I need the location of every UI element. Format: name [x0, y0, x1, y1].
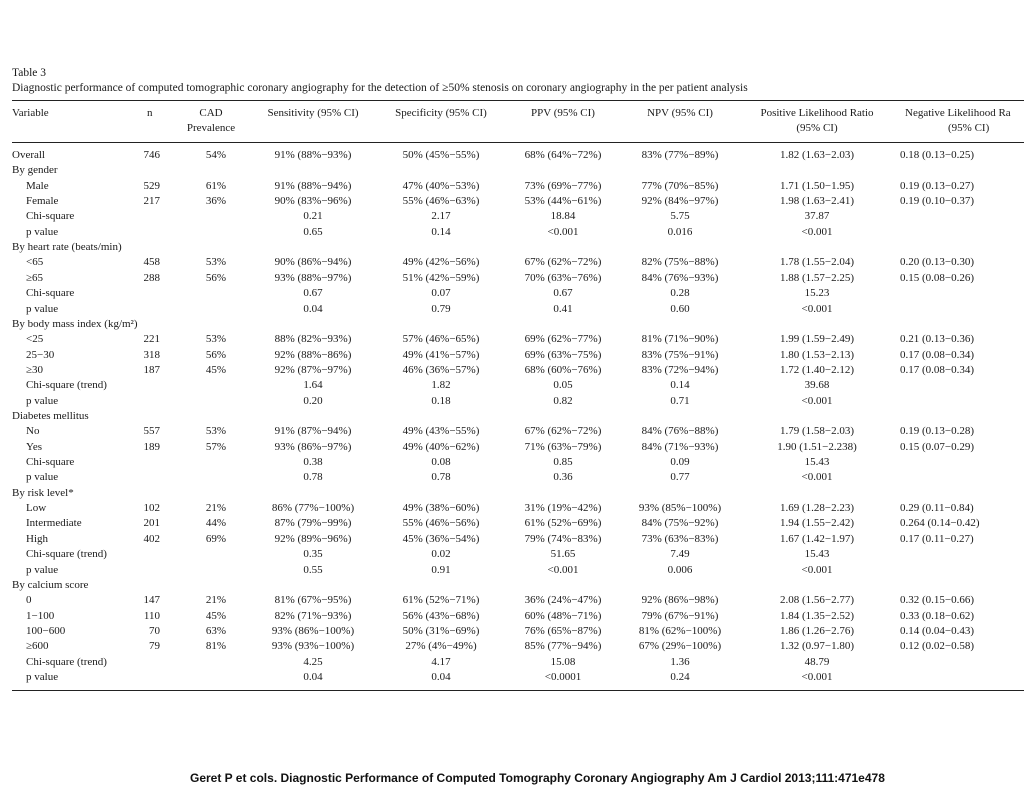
cell-specificity: 49% (41%−57%) [402, 348, 480, 361]
cell-variable: Chi-square (trend) [26, 379, 107, 392]
cell-ppv: 0.41 [553, 302, 573, 315]
header-cad-prevalence [176, 106, 246, 136]
table-row [0, 486, 1024, 501]
cell-sensitivity: 88% (82%−93%) [274, 333, 352, 346]
cell-variable: p value [26, 471, 59, 484]
table-row [0, 655, 1024, 670]
cell-negative-lr: 0.18 (0.13−0.25) [900, 149, 975, 161]
cell-positive-lr: <0.001 [801, 225, 833, 238]
cell-ppv: 69% (62%−77%) [524, 333, 602, 346]
table-row [0, 179, 1024, 194]
cell-n: 288 [143, 271, 160, 284]
cell-npv: 0.60 [670, 302, 690, 315]
cell-positive-lr: 15.23 [804, 287, 830, 300]
cell-variable: Yes [26, 440, 43, 453]
header-plr-line2: (95% CI) [796, 122, 838, 134]
cell-npv: 0.09 [670, 456, 690, 468]
cell-negative-lr: 0.19 (0.13−0.27) [900, 179, 975, 192]
cell-specificity: 0.91 [431, 563, 451, 576]
cell-cad-prevalence: 21% [205, 502, 226, 515]
cell-ppv: 0.05 [553, 379, 573, 392]
cell-negative-lr: 0.12 (0.02−0.58) [900, 640, 975, 653]
cell-ppv: 60% (48%−71%) [524, 609, 602, 622]
cell-specificity: 2.17 [431, 210, 451, 223]
cell-n: 458 [143, 256, 160, 269]
table-row [0, 532, 1024, 547]
cell-ppv: 73% (69%−77%) [524, 179, 602, 192]
cell-ppv: 85% (77%−94%) [524, 640, 602, 653]
table-row [0, 409, 1024, 424]
cell-npv: 83% (75%−91%) [641, 348, 719, 361]
cell-n: 746 [143, 149, 160, 161]
cell-variable: 1−100 [26, 609, 55, 622]
cell-variable: High [26, 532, 48, 545]
cell-npv: 93% (85%−100%) [638, 502, 722, 515]
cell-n: 79 [149, 640, 160, 653]
cell-positive-lr: 1.88 (1.57−2.25) [779, 271, 855, 284]
cell-n: 217 [143, 195, 160, 208]
cell-negative-lr: 0.33 (0.18−0.62) [900, 609, 975, 622]
cell-positive-lr: <0.001 [801, 302, 833, 315]
cell-positive-lr: 1.82 (1.63−2.03) [779, 149, 855, 161]
cell-cad-prevalence: 63% [205, 624, 226, 637]
cell-cad-prevalence: 36% [205, 195, 226, 208]
cell-sensitivity: 0.04 [303, 670, 323, 683]
cell-variable: 25−30 [26, 348, 55, 361]
cell-positive-lr: 1.99 (1.59−2.49) [779, 333, 855, 346]
cell-positive-lr: 1.98 (1.63−2.41) [779, 195, 855, 208]
cell-variable: Chi-square [26, 210, 75, 223]
header-specificity: Specificity (95% CI) [395, 107, 487, 119]
cell-npv: 67% (29%−100%) [638, 640, 722, 653]
cell-specificity: 56% (43%−68%) [402, 609, 480, 622]
cell-npv: 0.016 [667, 225, 693, 238]
cell-specificity: 57% (46%−65%) [402, 333, 480, 346]
cell-sensitivity: 86% (77%−100%) [271, 502, 355, 515]
cell-negative-lr: 0.17 (0.08−0.34) [900, 363, 975, 376]
cell-sensitivity: 92% (88%−86%) [274, 348, 352, 361]
table-row [0, 578, 1024, 593]
cell-positive-lr: 39.68 [804, 379, 830, 392]
cell-npv: 79% (67%−91%) [641, 609, 719, 622]
cell-n: 221 [143, 333, 160, 346]
cell-cad-prevalence: 56% [205, 348, 226, 361]
cell-ppv: 79% (74%−83%) [524, 532, 602, 545]
table-caption: Diagnostic performance of computed tomographic coronary angiography for the detection of ≥50% stenosis on coronary angiography in the per patient analysis [12, 82, 748, 94]
cell-cad-prevalence: 53% [205, 333, 226, 346]
cell-variable: p value [26, 302, 59, 315]
table-row [0, 424, 1024, 439]
cell-ppv: 18.84 [550, 210, 576, 223]
cell-specificity: 46% (36%−57%) [402, 363, 480, 376]
cell-sensitivity: 91% (88%−94%) [274, 179, 352, 192]
header-negative-lr [905, 106, 1024, 136]
cell-sensitivity: 4.25 [303, 655, 323, 668]
cell-negative-lr: 0.21 (0.13−0.36) [900, 333, 975, 346]
cell-n: 201 [143, 517, 160, 530]
cell-npv: 0.006 [667, 563, 693, 576]
cell-negative-lr: 0.20 (0.13−0.30) [900, 256, 975, 269]
citation: Geret P et cols. Diagnostic Performance of Computed Tomography Coronary Angiography Am J Cardiol 2013;111:471e478 [190, 771, 885, 785]
cell-sensitivity: 90% (86%−94%) [274, 256, 352, 269]
cell-sensitivity: 81% (67%−95%) [274, 594, 352, 607]
cell-variable: By calcium score [12, 578, 89, 591]
cell-ppv: 68% (64%−72%) [524, 149, 602, 161]
cell-negative-lr: 0.14 (0.04−0.43) [900, 624, 975, 637]
cell-sensitivity: 0.67 [303, 287, 323, 300]
cell-variable: Chi-square (trend) [26, 548, 107, 561]
table-row [0, 240, 1024, 255]
cell-variable: By body mass index (kg/m²) [12, 317, 138, 330]
cell-variable: ≥30 [26, 363, 44, 376]
table-row [0, 455, 1024, 470]
cell-specificity: 50% (31%−69%) [402, 624, 480, 637]
table-row [0, 547, 1024, 562]
cell-negative-lr: 0.17 (0.11−0.27) [900, 532, 974, 545]
cell-positive-lr: 1.67 (1.42−1.97) [779, 532, 855, 545]
cell-cad-prevalence: 81% [205, 640, 226, 653]
cell-n: 147 [143, 594, 160, 607]
cell-npv: 84% (76%−88%) [641, 425, 719, 438]
cell-variable: Female [26, 195, 59, 208]
header-positive-lr [742, 106, 892, 136]
cell-positive-lr: <0.001 [801, 563, 833, 576]
cell-variable: p value [26, 394, 59, 407]
cell-positive-lr: <0.001 [801, 471, 833, 484]
cell-specificity: 55% (46%−63%) [402, 195, 480, 208]
table-row [0, 194, 1024, 209]
header-plr-line1: Positive Likelihood Ratio [760, 107, 874, 119]
table-top-rule [12, 100, 1024, 101]
table-row [0, 394, 1024, 409]
table-row [0, 271, 1024, 286]
cell-positive-lr: <0.001 [801, 394, 833, 407]
cell-specificity: 0.08 [431, 456, 451, 468]
cell-sensitivity: 93% (86%−97%) [274, 440, 352, 453]
cell-variable: p value [26, 563, 59, 576]
cell-npv: 0.24 [670, 670, 690, 683]
cell-npv: 0.77 [670, 471, 690, 484]
cell-sensitivity: 92% (87%−97%) [274, 363, 352, 376]
cell-ppv: 70% (63%−76%) [524, 271, 602, 284]
cell-npv: 83% (72%−94%) [641, 363, 719, 376]
table-row [0, 609, 1024, 624]
cell-ppv: <0.001 [547, 225, 579, 238]
cell-variable: 100−600 [26, 624, 66, 637]
cell-npv: 0.14 [670, 379, 690, 392]
cell-positive-lr: 1.79 (1.58−2.03) [779, 425, 855, 438]
cell-ppv: <0.0001 [544, 670, 582, 683]
cell-specificity: 61% (52%−71%) [402, 594, 480, 607]
cell-variable: 0 [26, 594, 32, 607]
cell-positive-lr: 1.84 (1.35−2.52) [779, 609, 855, 622]
cell-n: 318 [143, 348, 160, 361]
cell-variable: No [26, 425, 40, 438]
cell-sensitivity: 0.78 [303, 471, 323, 484]
cell-positive-lr: 15.43 [804, 548, 830, 561]
cell-npv: 84% (75%−92%) [641, 517, 719, 530]
cell-specificity: 0.78 [431, 471, 451, 484]
cell-npv: 82% (75%−88%) [641, 256, 719, 269]
cell-sensitivity: 91% (88%−93%) [274, 149, 352, 161]
cell-positive-lr: 37.87 [804, 210, 830, 223]
cell-n: 187 [143, 363, 160, 376]
cell-sensitivity: 1.64 [303, 379, 323, 392]
cell-sensitivity: 93% (86%−100%) [271, 624, 355, 637]
cell-sensitivity: 92% (89%−96%) [274, 532, 352, 545]
cell-specificity: 49% (38%−60%) [402, 502, 480, 515]
header-nlr-line1: Negative Likelihood Ra [905, 107, 1011, 119]
cell-sensitivity: 0.38 [303, 456, 323, 468]
table-header-rule [12, 142, 1024, 143]
cell-ppv: 69% (63%−75%) [524, 348, 602, 361]
table-row [0, 639, 1024, 654]
cell-ppv: 0.36 [553, 471, 573, 484]
cell-positive-lr: 1.80 (1.53−2.13) [779, 348, 855, 361]
cell-sensitivity: 91% (87%−94%) [274, 425, 352, 438]
cell-cad-prevalence: 53% [205, 256, 226, 269]
cell-specificity: 47% (40%−53%) [402, 179, 480, 192]
cell-negative-lr: 0.15 (0.08−0.26) [900, 271, 975, 284]
cell-ppv: 36% (24%−47%) [524, 594, 602, 607]
cell-npv: 92% (86%−98%) [641, 594, 719, 607]
cell-positive-lr: 48.79 [804, 655, 830, 668]
cell-specificity: 0.14 [431, 225, 451, 238]
cell-ppv: 53% (44%−61%) [524, 195, 602, 208]
cell-negative-lr: 0.19 (0.13−0.28) [900, 425, 975, 438]
table-row [0, 302, 1024, 317]
cell-npv: 83% (77%−89%) [641, 149, 719, 161]
cell-cad-prevalence: 57% [205, 440, 226, 453]
table-number: Table 3 [12, 67, 47, 79]
cell-negative-lr: 0.17 (0.08−0.34) [900, 348, 975, 361]
cell-variable: p value [26, 670, 59, 683]
cell-sensitivity: 0.04 [303, 302, 323, 315]
table-row [0, 501, 1024, 516]
cell-ppv: 61% (52%−69%) [524, 517, 602, 530]
table-bottom-rule [12, 690, 1024, 691]
cell-specificity: 4.17 [431, 655, 451, 668]
table-row [0, 516, 1024, 531]
cell-sensitivity: 93% (88%−97%) [274, 271, 352, 284]
cell-negative-lr: 0.29 (0.11−0.84) [900, 502, 974, 515]
cell-positive-lr: 1.78 (1.55−2.04) [779, 256, 855, 269]
cell-specificity: 0.07 [431, 287, 451, 300]
cell-cad-prevalence: 56% [205, 271, 226, 284]
cell-specificity: 27% (4%−49%) [405, 640, 477, 653]
cell-variable: Chi-square [26, 287, 75, 300]
cell-specificity: 55% (46%−56%) [402, 517, 480, 530]
cell-npv: 5.75 [670, 210, 690, 223]
cell-negative-lr: 0.15 (0.07−0.29) [900, 440, 975, 453]
cell-npv: 1.36 [670, 655, 690, 668]
cell-sensitivity: 93% (93%−100%) [271, 640, 355, 653]
cell-positive-lr: 15.43 [804, 456, 830, 468]
header-ppv: PPV (95% CI) [531, 107, 595, 119]
cell-npv: 92% (84%−97%) [641, 195, 719, 208]
table-row [0, 209, 1024, 224]
header-nlr-line2: (95% CI) [948, 122, 990, 134]
table-row [0, 255, 1024, 270]
cell-variable: Low [26, 502, 47, 515]
table-row [0, 348, 1024, 363]
cell-npv: 0.28 [670, 287, 690, 300]
header-npv: NPV (95% CI) [647, 107, 713, 119]
cell-n: 102 [143, 502, 160, 515]
cell-sensitivity: 87% (79%−99%) [274, 517, 352, 530]
header-variable: Variable [12, 107, 49, 119]
cell-sensitivity: 90% (83%−96%) [274, 195, 352, 208]
cell-positive-lr: 2.08 (1.56−2.77) [779, 594, 855, 607]
cell-ppv: 71% (63%−79%) [524, 440, 602, 453]
cell-variable: By gender [12, 164, 58, 177]
cell-negative-lr: 0.19 (0.10−0.37) [900, 195, 975, 208]
cell-variable: Chi-square [26, 456, 75, 468]
cell-cad-prevalence: 54% [205, 149, 226, 161]
cell-specificity: 49% (40%−62%) [402, 440, 480, 453]
cell-positive-lr: 1.86 (1.26−2.76) [779, 624, 855, 637]
cell-npv: 0.71 [670, 394, 690, 407]
table-row [0, 378, 1024, 393]
table-row [0, 148, 1024, 163]
cell-variable: Overall [12, 149, 45, 161]
cell-ppv: 0.85 [553, 456, 573, 468]
cell-ppv: 51.65 [550, 548, 576, 561]
cell-npv: 81% (62%−100%) [638, 624, 722, 637]
cell-variable: Chi-square (trend) [26, 655, 107, 668]
cell-positive-lr: 1.69 (1.28−2.23) [779, 502, 855, 515]
table-row [0, 317, 1024, 332]
cell-specificity: 49% (42%−56%) [402, 256, 480, 269]
cell-n: 70 [149, 624, 160, 637]
cell-n: 557 [143, 425, 160, 438]
cell-sensitivity: 0.65 [303, 225, 323, 238]
cell-specificity: 0.02 [431, 548, 451, 561]
cell-npv: 84% (76%−93%) [641, 271, 719, 284]
cell-n: 402 [143, 532, 160, 545]
table-row [0, 363, 1024, 378]
table-row [0, 440, 1024, 455]
cell-positive-lr: 1.32 (0.97−1.80) [779, 640, 855, 653]
table-row [0, 624, 1024, 639]
table-row [0, 332, 1024, 347]
cell-positive-lr: 1.71 (1.50−1.95) [779, 179, 855, 192]
cell-sensitivity: 0.55 [303, 563, 323, 576]
cell-n: 189 [143, 440, 160, 453]
cell-positive-lr: 1.72 (1.40−2.12) [779, 363, 855, 376]
cell-positive-lr: 1.94 (1.55−2.42) [779, 517, 855, 530]
table-row [0, 163, 1024, 178]
cell-positive-lr: <0.001 [801, 670, 833, 683]
cell-ppv: 68% (60%−76%) [524, 363, 602, 376]
table-row [0, 225, 1024, 240]
cell-ppv: 76% (65%−87%) [524, 624, 602, 637]
header-cad-line2: Prevalence [186, 122, 236, 134]
cell-ppv: 67% (62%−72%) [524, 256, 602, 269]
cell-specificity: 0.04 [431, 670, 451, 683]
cell-variable: Diabetes mellitus [12, 409, 89, 422]
cell-cad-prevalence: 44% [205, 517, 226, 530]
header-n: n [147, 107, 153, 119]
cell-n: 110 [143, 609, 160, 622]
cell-variable: <25 [26, 333, 44, 346]
table-row [0, 670, 1024, 685]
header-sensitivity: Sensitivity (95% CI) [267, 107, 359, 119]
cell-specificity: 50% (45%−55%) [402, 149, 480, 161]
cell-variable: By risk level* [12, 486, 74, 499]
cell-specificity: 51% (42%−59%) [402, 271, 480, 284]
table-row [0, 563, 1024, 578]
cell-ppv: 0.82 [553, 394, 573, 407]
table-row [0, 470, 1024, 485]
cell-npv: 77% (70%−85%) [641, 179, 719, 192]
cell-cad-prevalence: 61% [205, 179, 226, 192]
cell-sensitivity: 0.21 [303, 210, 323, 223]
cell-variable: <65 [26, 256, 44, 269]
cell-negative-lr: 0.264 (0.14−0.42) [900, 517, 980, 530]
cell-positive-lr: 1.90 (1.51−2.238) [777, 440, 857, 453]
cell-ppv: <0.001 [547, 563, 579, 576]
cell-cad-prevalence: 53% [205, 425, 226, 438]
cell-variable: Intermediate [26, 517, 82, 530]
cell-variable: ≥65 [26, 271, 44, 284]
cell-npv: 81% (71%−90%) [641, 333, 719, 346]
cell-ppv: 31% (19%−42%) [524, 502, 602, 515]
cell-specificity: 1.82 [431, 379, 451, 392]
cell-npv: 73% (63%−83%) [641, 532, 719, 545]
cell-sensitivity: 0.20 [303, 394, 323, 407]
cell-specificity: 0.79 [431, 302, 451, 315]
table-row [0, 286, 1024, 301]
cell-npv: 7.49 [670, 548, 690, 561]
cell-cad-prevalence: 45% [205, 609, 226, 622]
cell-cad-prevalence: 45% [205, 363, 226, 376]
cell-ppv: 15.08 [550, 655, 576, 668]
cell-specificity: 49% (43%−55%) [402, 425, 480, 438]
cell-n: 529 [143, 179, 160, 192]
cell-ppv: 67% (62%−72%) [524, 425, 602, 438]
cell-specificity: 45% (36%−54%) [402, 532, 480, 545]
cell-variable: ≥600 [26, 640, 49, 653]
cell-variable: Male [26, 179, 49, 192]
cell-cad-prevalence: 21% [205, 594, 226, 607]
cell-negative-lr: 0.32 (0.15−0.66) [900, 594, 975, 607]
header-cad-line1: CAD [199, 107, 223, 119]
table-row [0, 593, 1024, 608]
cell-ppv: 0.67 [553, 287, 573, 300]
cell-specificity: 0.18 [431, 394, 451, 407]
cell-variable: By heart rate (beats/min) [12, 241, 122, 254]
cell-variable: p value [26, 225, 59, 238]
cell-sensitivity: 82% (71%−93%) [274, 609, 352, 622]
cell-sensitivity: 0.35 [303, 548, 323, 561]
cell-cad-prevalence: 69% [205, 532, 226, 545]
cell-npv: 84% (71%−93%) [641, 440, 719, 453]
